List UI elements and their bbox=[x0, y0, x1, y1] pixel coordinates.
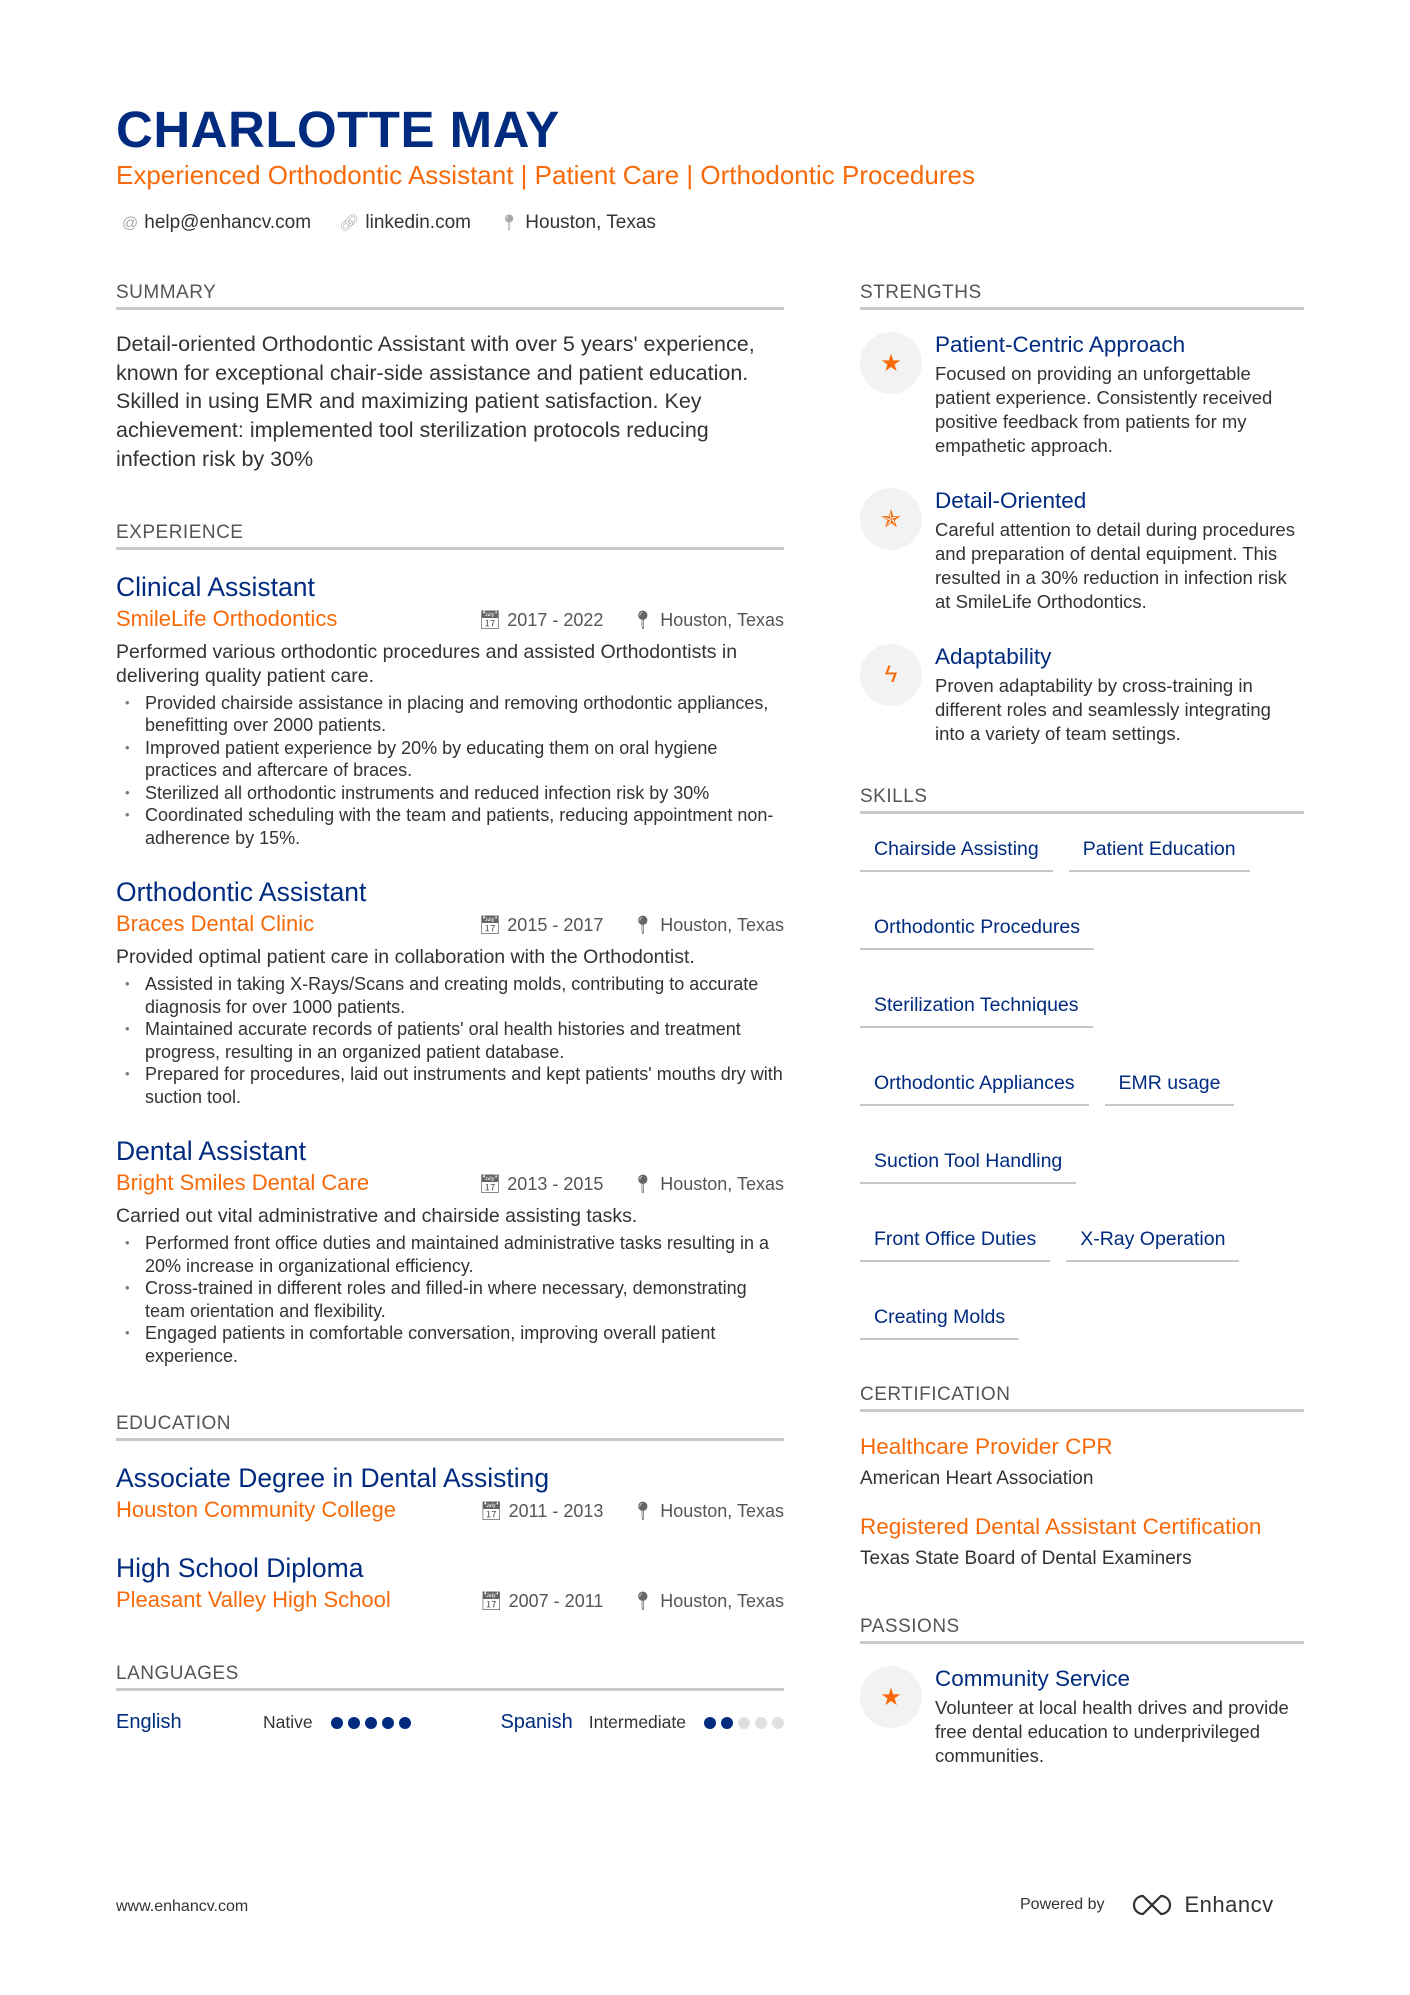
bullet-item: • Provided chairside assistance in placing and removing orthodontic appliances, benefitting over 2000 patients. bbox=[116, 692, 784, 737]
certification-title: Healthcare Provider CPR bbox=[860, 1434, 1113, 1459]
skill-tag: Front Office Duties bbox=[860, 1224, 1050, 1262]
right-column bbox=[860, 282, 1304, 1768]
location-text: Houston, Texas bbox=[660, 1591, 784, 1612]
location-text: Houston, Texas bbox=[660, 1174, 784, 1195]
candidate-headline: Experienced Orthodontic Assistant | Patient Care | Orthodontic Procedures bbox=[116, 160, 975, 190]
proficiency-dot bbox=[755, 1717, 767, 1729]
email-text: help@enhancv.com bbox=[144, 212, 312, 233]
proficiency-dot bbox=[738, 1717, 750, 1729]
strength-title: Patient-Centric Approach bbox=[935, 332, 1186, 357]
skill-tag: Patient Education bbox=[1069, 834, 1250, 872]
company-name: SmileLife Orthodontics bbox=[116, 605, 338, 631]
bullet-item: • Engaged patients in comfortable conversation, improving overall patient experience. bbox=[116, 1322, 784, 1367]
education-entry bbox=[116, 1461, 784, 1523]
proficiency-dot bbox=[348, 1717, 360, 1729]
language-item bbox=[500, 1711, 784, 1734]
section-heading: STRENGTHS bbox=[860, 282, 1304, 310]
proficiency-dot bbox=[721, 1717, 733, 1729]
bullet-item: • Improved patient experience by 20% by educating them on oral hygiene practices and aftercare of braces. bbox=[116, 737, 784, 782]
job-description: Performed various orthodontic procedures and assisted Orthodontists in delivering quality patient care. bbox=[116, 640, 738, 687]
job-location bbox=[631, 1174, 784, 1195]
dates-text: 2017 - 2022 bbox=[507, 609, 604, 630]
location-pin-icon: 📍︎ bbox=[498, 215, 520, 232]
education-section bbox=[116, 1413, 784, 1441]
skill-tag: Suction Tool Handling bbox=[860, 1146, 1076, 1184]
job-description: Carried out vital administrative and chairside assisting tasks. bbox=[116, 1205, 638, 1228]
skill-tag: Creating Molds bbox=[860, 1302, 1019, 1340]
location-pin-icon: 📍︎ bbox=[631, 1591, 655, 1612]
passion-description: Volunteer at local health drives and provide free dental education to underprivileged communities. bbox=[935, 1697, 1289, 1766]
contact-link[interactable] bbox=[339, 212, 471, 234]
skills-list bbox=[860, 834, 1304, 1340]
job-bullets bbox=[116, 1232, 784, 1367]
link-icon: 🔗︎ bbox=[339, 215, 360, 232]
skill-tag: Orthodontic Procedures bbox=[860, 912, 1094, 950]
star-icon: ★ bbox=[860, 1666, 922, 1728]
section-heading: LANGUAGES bbox=[116, 1663, 784, 1691]
location-text: Houston, Texas bbox=[525, 212, 656, 233]
section-heading: CERTIFICATION bbox=[860, 1384, 1304, 1412]
proficiency-dots bbox=[331, 1717, 411, 1729]
proficiency-dot bbox=[365, 1717, 377, 1729]
strength-item bbox=[860, 486, 1304, 614]
proficiency-dot bbox=[331, 1717, 343, 1729]
strength-description: Focused on providing an unforgettable patient experience. Consistently received positive feedback from patients for my empathetic approach. bbox=[935, 363, 1273, 456]
calendar-icon: 📅︎ bbox=[478, 915, 502, 936]
experience-section bbox=[116, 522, 784, 550]
job-location bbox=[631, 915, 784, 936]
bullet-item: • Coordinated scheduling with the team and patients, reducing appointment non-adherence by 15%. bbox=[116, 804, 784, 849]
job-bullets bbox=[116, 692, 784, 850]
summary-section bbox=[116, 282, 784, 474]
certification-section bbox=[860, 1384, 1304, 1572]
at-icon: @ bbox=[122, 215, 139, 232]
strength-title: Adaptability bbox=[935, 644, 1052, 669]
skill-tag: Sterilization Techniques bbox=[860, 990, 1093, 1028]
contact-info bbox=[122, 212, 656, 234]
strengths-section bbox=[860, 282, 1304, 310]
job-dates bbox=[478, 1174, 603, 1195]
dates-text: 2007 - 2011 bbox=[508, 1591, 604, 1612]
bullet-item: • Prepared for procedures, laid out instruments and kept patients' mouths dry with suction tool. bbox=[116, 1063, 784, 1108]
passion-item bbox=[860, 1664, 1304, 1768]
location-pin-icon: 📍︎ bbox=[631, 609, 655, 630]
location-pin-icon: 📍︎ bbox=[631, 915, 655, 936]
bullet-item: • Performed front office duties and maintained administrative tasks resulting in a 20% increase in organizational efficiency. bbox=[116, 1232, 784, 1277]
enhancv-logo-icon bbox=[1129, 1893, 1175, 1917]
lightning-icon: ϟ bbox=[860, 644, 922, 706]
bullet-item: • Cross-trained in different roles and filled-in where necessary, demonstrating team orientation and flexibility. bbox=[116, 1277, 784, 1322]
powered-by bbox=[1020, 1892, 1274, 1918]
degree-title: High School Diploma bbox=[116, 1553, 364, 1584]
languages-list bbox=[116, 1711, 784, 1734]
dates-text: 2015 - 2017 bbox=[507, 915, 604, 936]
certification-title: Registered Dental Assistant Certification bbox=[860, 1514, 1262, 1539]
language-item bbox=[116, 1711, 421, 1734]
job-description: Provided optimal patient care in collaboration with the Orthodontist. bbox=[116, 946, 695, 969]
edu-dates bbox=[480, 1501, 604, 1522]
dates-text: 2013 - 2015 bbox=[507, 1174, 604, 1195]
footer-website[interactable]: www.enhancv.com bbox=[116, 1898, 249, 1915]
half-star-icon: ✯ bbox=[860, 488, 922, 550]
summary-text: Detail-oriented Orthodontic Assistant with over 5 years' experience, known for exceptional chair-side assistance and patient education. Skilled in using EMR and maximizing patient satisfaction. Key achievement: implemented tool sterilization protocols reducing infection risk by 30% bbox=[116, 332, 755, 471]
job-dates bbox=[478, 915, 603, 936]
location-text: Houston, Texas bbox=[660, 915, 784, 936]
language-level: Intermediate bbox=[588, 1712, 686, 1733]
powered-by-label: Powered by bbox=[1020, 1896, 1105, 1913]
job-entry bbox=[116, 1134, 784, 1367]
strength-description: Careful attention to detail during procedures and preparation of dental equipment. This resulted in a 30% reduction in infection risk at SmileLife Orthodontics. bbox=[935, 519, 1295, 612]
skill-tag: EMR usage bbox=[1105, 1068, 1235, 1106]
strength-description: Proven adaptability by cross-training in different roles and seamlessly integrating into a variety of team settings. bbox=[935, 675, 1271, 744]
school-name: Houston Community College bbox=[116, 1497, 397, 1523]
job-title: Clinical Assistant bbox=[116, 571, 315, 602]
candidate-name: CHARLOTTE MAY bbox=[116, 101, 560, 158]
languages-section bbox=[116, 1663, 784, 1691]
skill-tag: Orthodontic Appliances bbox=[860, 1068, 1089, 1106]
proficiency-dot bbox=[399, 1717, 411, 1729]
strength-item bbox=[860, 330, 1304, 458]
strength-title: Detail-Oriented bbox=[935, 488, 1087, 513]
enhancv-brand: Enhancv bbox=[1184, 1892, 1274, 1917]
certification-item bbox=[860, 1512, 1304, 1572]
skill-tag: Chairside Assisting bbox=[860, 834, 1053, 872]
job-bullets bbox=[116, 973, 784, 1108]
left-column bbox=[116, 282, 784, 1734]
language-level: Native bbox=[263, 1712, 313, 1733]
passion-title: Community Service bbox=[935, 1666, 1131, 1691]
company-name: Bright Smiles Dental Care bbox=[116, 1170, 370, 1196]
strength-item bbox=[860, 642, 1304, 746]
school-name: Pleasant Valley High School bbox=[116, 1587, 391, 1613]
job-title: Dental Assistant bbox=[116, 1136, 307, 1167]
calendar-icon: 📅︎ bbox=[478, 1174, 502, 1195]
star-icon: ★ bbox=[860, 332, 922, 394]
location-text: Houston, Texas bbox=[660, 609, 784, 630]
job-entry bbox=[116, 875, 784, 1108]
link-text: linkedin.com bbox=[365, 212, 471, 233]
section-heading: EDUCATION bbox=[116, 1413, 784, 1441]
proficiency-dot bbox=[382, 1717, 394, 1729]
certification-item bbox=[860, 1432, 1304, 1492]
bullet-item: • Sterilized all orthodontic instruments and reduced infection risk by 30% bbox=[116, 782, 784, 805]
calendar-icon: 📅︎ bbox=[478, 609, 502, 630]
section-heading: PASSIONS bbox=[860, 1616, 1304, 1644]
calendar-icon: 📅︎ bbox=[479, 1591, 503, 1612]
contact-email[interactable] bbox=[122, 212, 311, 234]
calendar-icon: 📅︎ bbox=[479, 1501, 503, 1522]
proficiency-dot bbox=[704, 1717, 716, 1729]
proficiency-dots bbox=[704, 1717, 784, 1729]
section-heading: SUMMARY bbox=[116, 282, 784, 310]
section-heading: SKILLS bbox=[860, 786, 1304, 814]
education-entry bbox=[116, 1551, 784, 1613]
edu-location bbox=[631, 1501, 784, 1522]
section-heading: EXPERIENCE bbox=[116, 522, 784, 550]
job-location bbox=[631, 610, 784, 631]
passions-section bbox=[860, 1616, 1304, 1644]
location-pin-icon: 📍︎ bbox=[631, 1174, 655, 1195]
language-name: English bbox=[116, 1711, 182, 1734]
degree-title: Associate Degree in Dental Assisting bbox=[116, 1463, 550, 1494]
edu-location bbox=[631, 1591, 784, 1612]
company-name: Braces Dental Clinic bbox=[116, 911, 315, 937]
language-name: Spanish bbox=[500, 1711, 573, 1734]
contact-location bbox=[499, 212, 656, 234]
bullet-item: • Maintained accurate records of patients' oral health histories and treatment progress, resulting in an organized patient database. bbox=[116, 1018, 784, 1063]
location-text: Houston, Texas bbox=[660, 1501, 784, 1522]
skills-section bbox=[860, 786, 1304, 1340]
certification-org: Texas State Board of Dental Examiners bbox=[860, 1548, 1192, 1569]
bullet-item: • Assisted in taking X-Rays/Scans and creating molds, contributing to accurate diagnosis for over 1000 patients. bbox=[116, 973, 784, 1018]
edu-dates bbox=[480, 1591, 604, 1612]
job-entry bbox=[116, 570, 784, 850]
proficiency-dot bbox=[772, 1717, 784, 1729]
location-pin-icon: 📍︎ bbox=[631, 1501, 655, 1522]
certification-org: American Heart Association bbox=[860, 1468, 1094, 1489]
job-dates bbox=[478, 610, 603, 631]
enhancv-logo[interactable] bbox=[1129, 1892, 1274, 1918]
job-title: Orthodontic Assistant bbox=[116, 877, 367, 908]
skill-tag: X-Ray Operation bbox=[1066, 1224, 1239, 1262]
dates-text: 2011 - 2013 bbox=[508, 1501, 604, 1522]
